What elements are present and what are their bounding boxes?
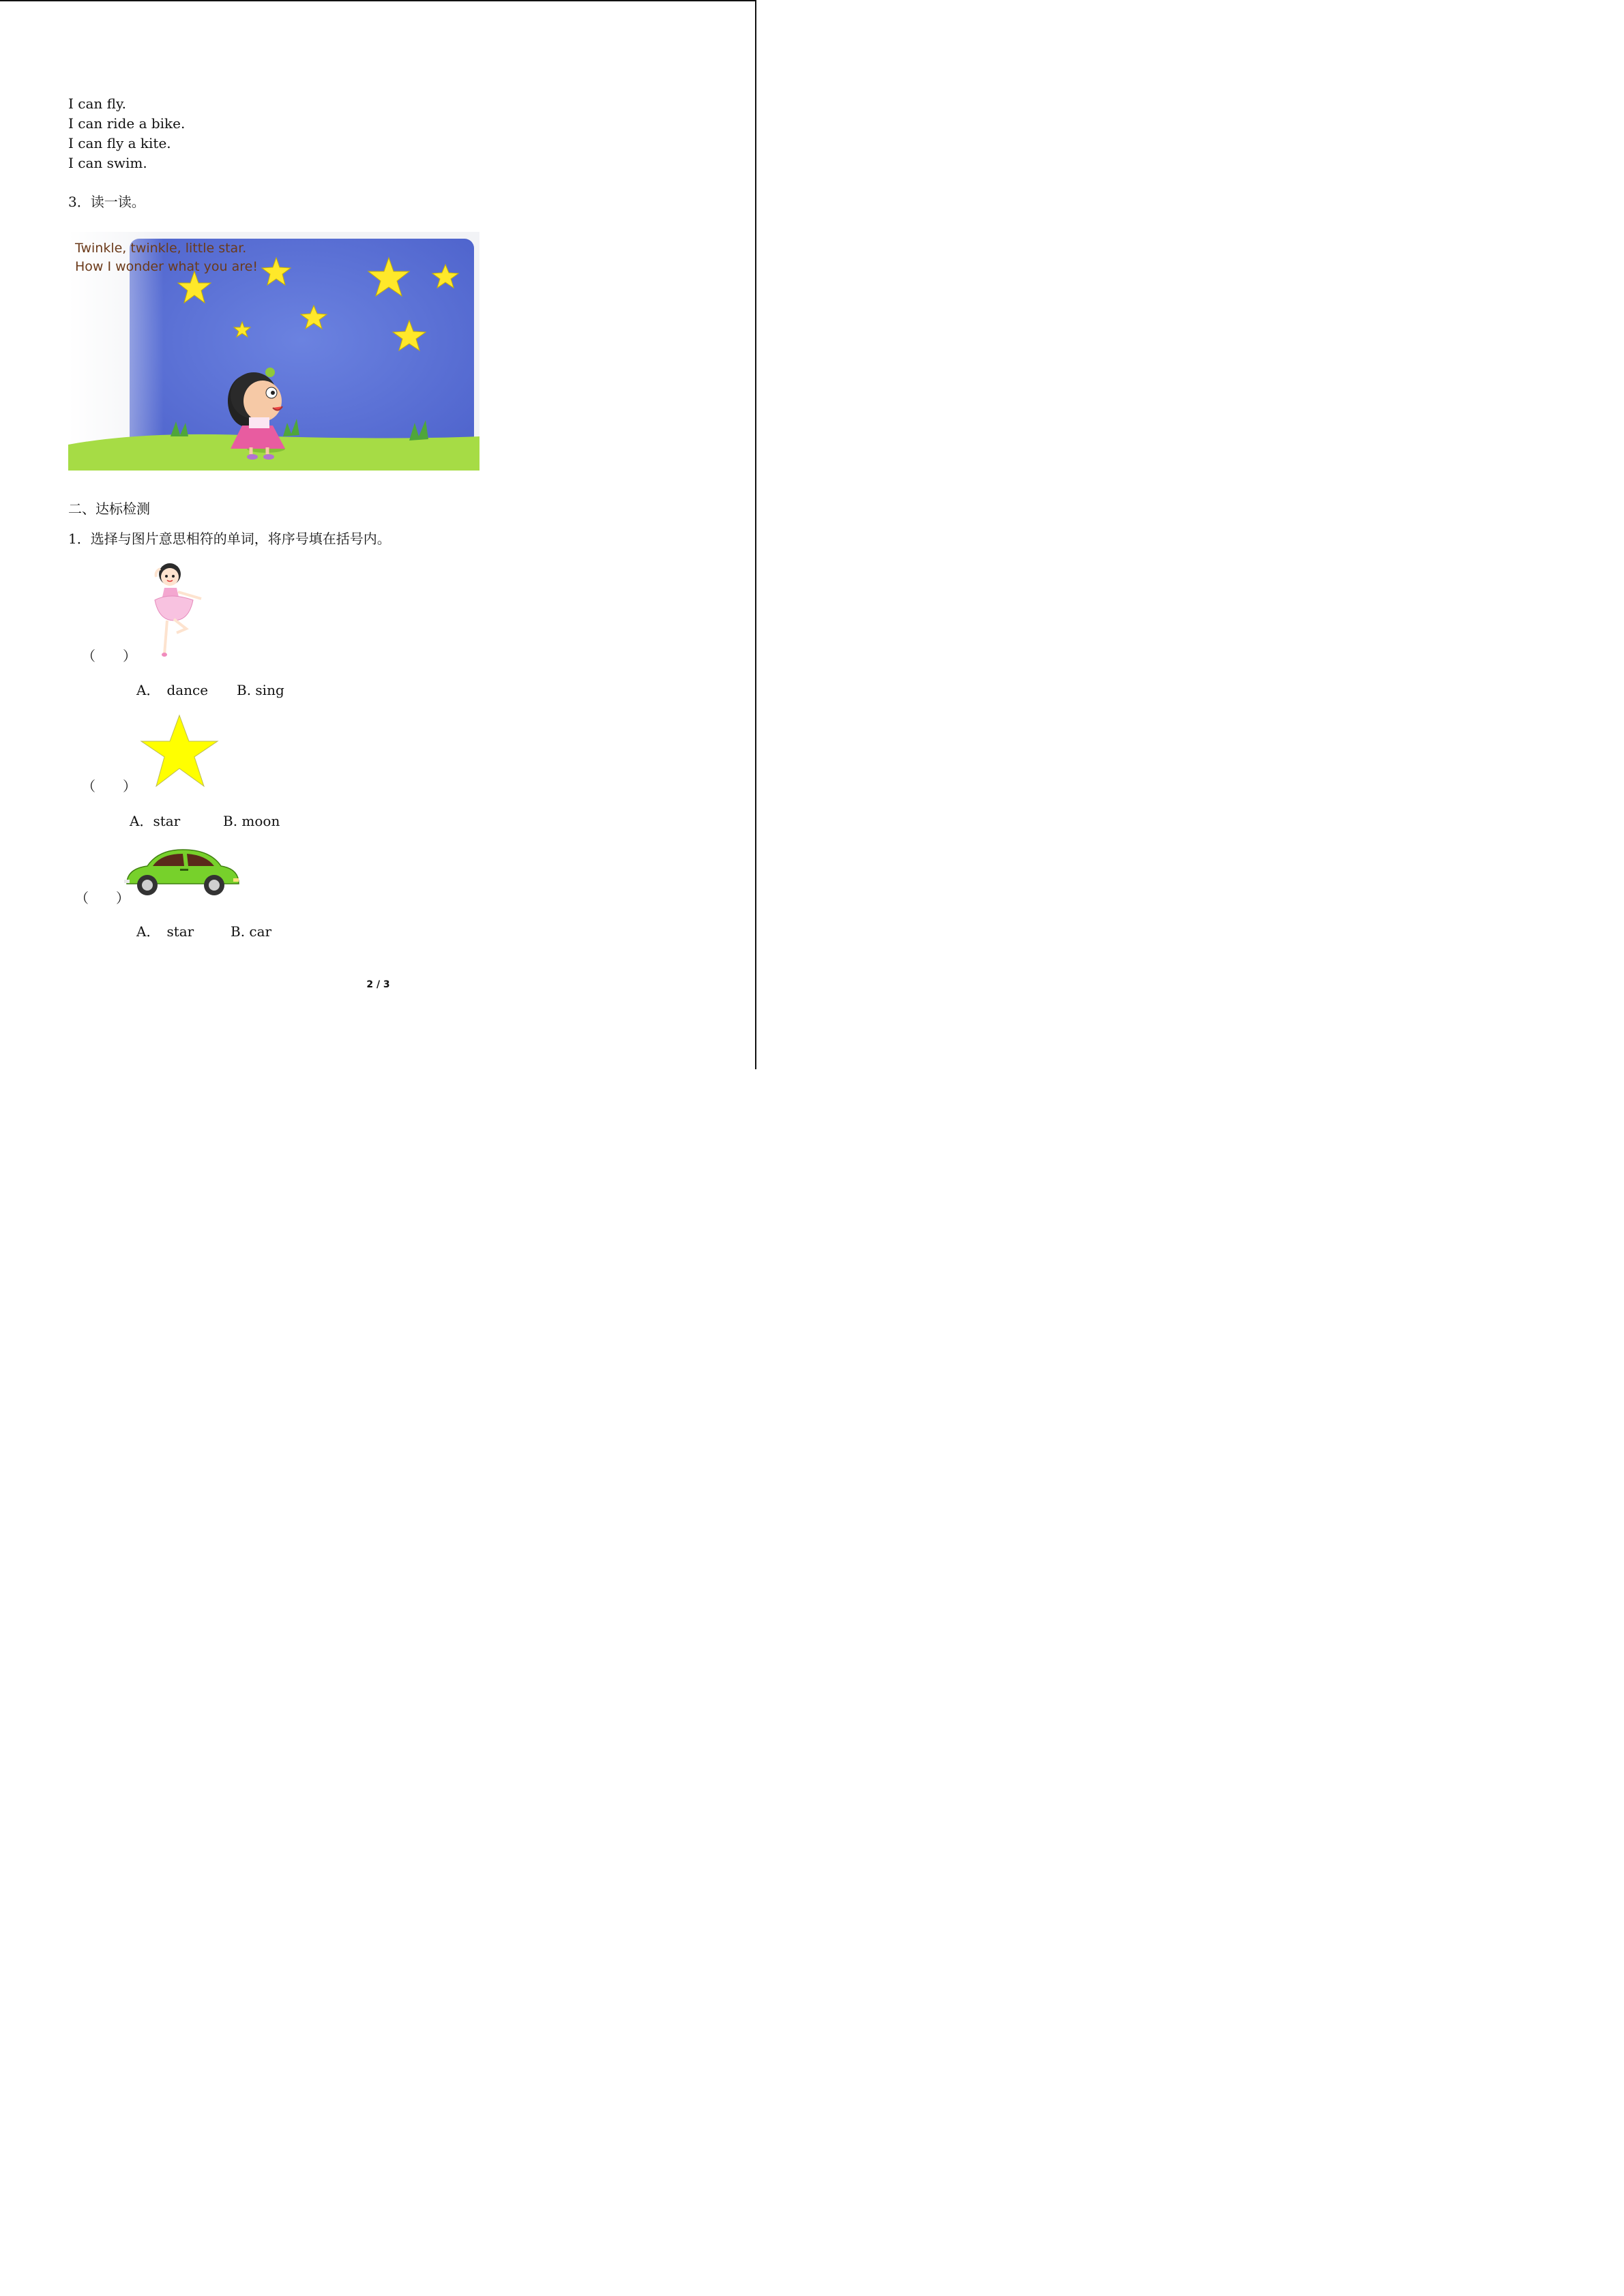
- yellow-star-image: [140, 714, 219, 789]
- question-1-option-a: A． dance: [136, 682, 209, 698]
- question-2-option-a: A．star: [130, 813, 181, 829]
- can-line-3: I can fly a kite.: [68, 135, 171, 151]
- ballet-dancer-image: [140, 559, 208, 658]
- star-picture-line2: How I wonder what you are!: [75, 259, 258, 274]
- question-2-bracket[interactable]: （ ）: [82, 778, 136, 794]
- can-line-1: I can fly.: [68, 95, 126, 112]
- question-2-option-b: B. moon: [223, 813, 280, 829]
- green-car-image: [123, 848, 240, 897]
- question-3-bracket[interactable]: （ ）: [75, 890, 130, 906]
- twinkle-star-picture: [68, 232, 479, 471]
- read-heading: 3．读一读。: [68, 194, 145, 210]
- page-number: 2 / 3: [366, 979, 390, 990]
- star-picture-line1: Twinkle, twinkle, little star.: [75, 241, 247, 256]
- question-3-option-b: B. car: [231, 923, 272, 940]
- question-1-bracket[interactable]: （ ）: [82, 648, 136, 664]
- can-line-4: I can swim.: [68, 155, 147, 171]
- question-3-option-a: A． star: [136, 923, 194, 940]
- question-1-option-b: B. sing: [237, 682, 284, 698]
- section-title: 二、达标检测: [68, 501, 150, 517]
- can-line-2: I can ride a bike.: [68, 115, 186, 132]
- page-right-border: [755, 0, 756, 1069]
- page-top-border: [0, 0, 756, 1]
- task-1-instruction: 1．选择与图片意思相符的单词，将序号填在括号内。: [68, 531, 391, 547]
